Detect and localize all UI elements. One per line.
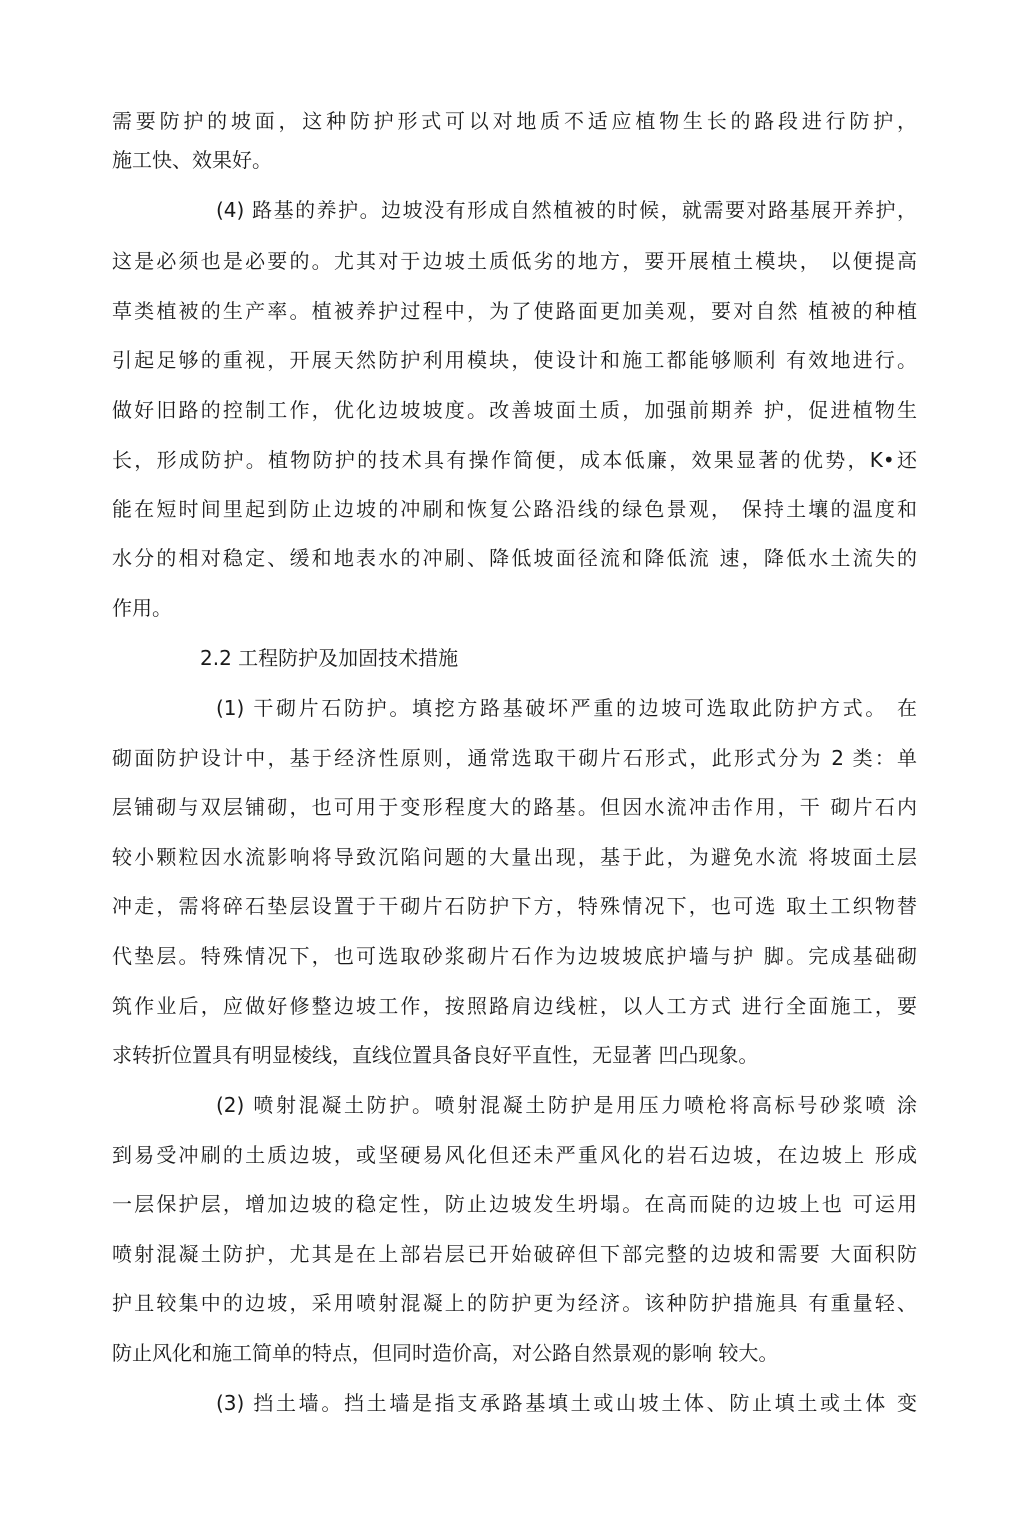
text-line: 能在短时间里起到防止边坡的冲刷和恢复公路沿线的绿色景观， 保持土壤的温度和 bbox=[112, 497, 917, 521]
text-line: 筑作业后，应做好修整边坡工作，按照路肩边线桩，以人工方式 进行全面施工，要 bbox=[112, 994, 917, 1018]
text-line: 施工快、效果好。 bbox=[112, 148, 272, 172]
text-line: 做好旧路的控制工作，优化边坡坡度。改善坡面土质，加强前期养 护，促进植物生 bbox=[112, 398, 917, 422]
text-line: 作用。 bbox=[112, 596, 172, 620]
text-line: 较小颗粒因水流影响将导致沉陷问题的大量出现，基于此，为避免水流 将坡面土层 bbox=[112, 845, 917, 869]
text-line: 层铺砌与双层铺砌，也可用于变形程度大的路基。但因水流冲击作用，干 砌片石内 bbox=[112, 795, 917, 819]
text-line: 草类植被的生产率。植被养护过程中，为了使路面更加美观，要对自然 植被的种植 bbox=[112, 299, 917, 323]
text-line: 喷射混凝土防护，尤其是在上部岩层已开始破碎但下部完整的边坡和需要 大面积防 bbox=[112, 1242, 917, 1266]
text-line: 水分的相对稳定、缓和地表水的冲刷、降低坡面径流和降低流 速，降低水土流失的 bbox=[112, 546, 917, 570]
paragraph-start-line: (1) 干砌片石防护。填挖方路基破坏严重的边坡可选取此防护方式。 在 bbox=[216, 696, 917, 720]
text-line: 冲走，需将碎石垫层设置于干砌片石防护下方，特殊情况下，也可选 取土工织物替 bbox=[112, 894, 917, 918]
paragraph-start-line: (4) 路基的养护。边坡没有形成自然植被的时候，就需要对路基展开养护， bbox=[216, 198, 917, 222]
text-line: 这是必须也是必要的。尤其对于边坡土质低劣的地方，要开展植土模块， 以便提高 bbox=[112, 249, 917, 273]
text-line: 防止风化和施工简单的特点，但同时造价高，对公路自然景观的影响 较大。 bbox=[112, 1341, 779, 1365]
text-line: 需要防护的坡面，这种防护形式可以对地质不适应植物生长的路段进行防护， bbox=[112, 109, 917, 133]
text-line: 砌面防护设计中，基于经济性原则，通常选取干砌片石形式，此形式分为 2 类：单 bbox=[112, 746, 917, 770]
text-line: 长，形成防护。植物防护的技术具有操作简便，成本低廉，效果显著的优势，K•还 bbox=[112, 448, 917, 472]
text-line: 代垫层。特殊情况下，也可选取砂浆砌片石作为边坡坡底护墙与护 脚。完成基础砌 bbox=[112, 944, 917, 968]
paragraph-start-line: (3) 挡土墙。挡土墙是指支承路基填土或山坡土体、防止填土或土体 变 bbox=[216, 1391, 917, 1415]
text-line: 求转折位置具有明显棱线，直线位置具备良好平直性，无显著 凹凸现象。 bbox=[112, 1043, 759, 1067]
text-line: 到易受冲刷的土质边坡，或坚硬易风化但还未严重风化的岩石边坡，在边坡上 形成 bbox=[112, 1143, 917, 1167]
text-line: 护且较集中的边坡，采用喷射混凝上的防护更为经济。该种防护措施具 有重量轻、 bbox=[112, 1291, 917, 1315]
text-line: 引起足够的重视，开展天然防护利用模块，使设计和施工都能够顺利 有效地进行。 bbox=[112, 348, 917, 372]
section-heading: 2.2 工程防护及加固技术措施 bbox=[200, 646, 459, 670]
paragraph-start-line: (2) 喷射混凝土防护。喷射混凝土防护是用压力喷枪将高标号砂浆喷 涂 bbox=[216, 1093, 917, 1117]
text-line: 一层保护层，增加边坡的稳定性，防止边坡发生坍塌。在高而陡的边坡上也 可运用 bbox=[112, 1192, 917, 1216]
